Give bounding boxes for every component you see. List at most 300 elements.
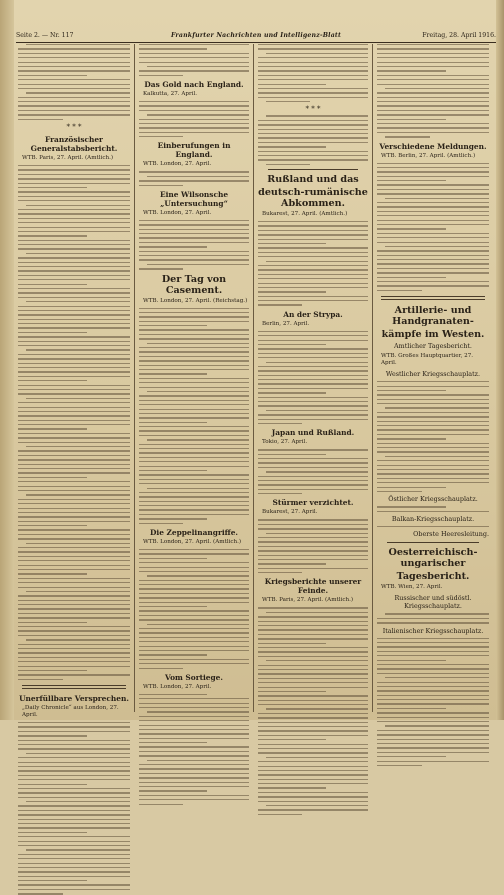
body-text-line — [18, 288, 130, 289]
body-text-line — [377, 734, 489, 735]
body-text-line — [377, 651, 489, 652]
dateline-zeppelin: WTB. London, 27. April. (Amtlich.) — [143, 538, 242, 545]
body-text-line — [18, 310, 130, 311]
subhead-balkan: Balkan-Kriegsschauplatz. — [391, 515, 475, 524]
body-text-line — [258, 563, 326, 564]
column-rule — [372, 44, 373, 712]
body-text-line — [139, 53, 249, 54]
body-text-line — [18, 836, 130, 837]
body-text-line — [139, 321, 249, 322]
body-text-line — [18, 79, 130, 80]
body-text-line — [18, 292, 130, 293]
body-text-line — [147, 760, 249, 761]
body-text-line — [26, 92, 130, 93]
body-text-line — [18, 257, 130, 258]
body-text-line — [377, 403, 489, 404]
body-text-line — [258, 88, 368, 89]
body-text-line — [258, 796, 368, 797]
body-text-line — [258, 616, 368, 617]
body-text-line — [18, 766, 130, 767]
body-text-line — [18, 608, 130, 609]
body-text-line — [258, 665, 368, 666]
body-text-line — [139, 755, 249, 756]
body-text-line — [258, 744, 368, 745]
body-text-line — [139, 387, 249, 388]
body-text-line — [377, 228, 446, 229]
body-text-line — [266, 660, 368, 661]
body-text-line — [258, 344, 326, 345]
body-text-line — [139, 720, 249, 721]
headline-france: Französischer Generalstabsbericht. — [30, 135, 118, 154]
body-text-line — [377, 255, 489, 256]
body-text-line — [139, 773, 249, 774]
body-text-line — [139, 334, 249, 335]
body-text-line — [139, 509, 249, 510]
body-text-line — [18, 652, 130, 653]
body-text-line — [18, 538, 130, 539]
body-text-line — [18, 270, 130, 271]
body-text-line — [377, 668, 489, 669]
body-text-line — [139, 224, 249, 225]
body-text-line — [18, 644, 130, 645]
body-text-line — [139, 725, 249, 726]
body-text-line — [258, 375, 368, 376]
body-text-line — [18, 805, 130, 806]
body-text-line — [139, 360, 249, 361]
body-text-line — [18, 893, 63, 894]
body-text-line — [258, 467, 368, 468]
body-text-line — [258, 700, 368, 701]
body-text-line — [26, 543, 130, 544]
body-text-line — [258, 809, 368, 810]
body-text-line — [139, 220, 249, 221]
dateline-misc: WTB. Berlin, 27. April. (Amtlich.) — [381, 152, 476, 159]
body-text-line — [258, 62, 368, 63]
body-text-line — [139, 795, 249, 796]
body-text-line — [266, 164, 310, 165]
body-text-line — [18, 832, 87, 833]
dateline-russia: Bukarest, 27. April. (Amtlich.) — [262, 211, 348, 218]
body-text-line — [139, 466, 249, 467]
body-text-line — [18, 726, 130, 727]
body-text-line — [258, 519, 368, 520]
body-text-line — [258, 691, 326, 692]
body-text-line — [377, 756, 446, 757]
body-text-line — [266, 805, 368, 806]
body-text-line — [139, 136, 183, 137]
body-text-line — [377, 127, 489, 128]
body-text-line — [18, 630, 130, 631]
dateline-cabinet: Bukarest, 27. April. — [262, 509, 318, 516]
subhead-russian-front: Russischer und südöstl. Kriegsschauplatz. — [394, 594, 472, 611]
body-text-line — [258, 230, 368, 231]
body-text-line — [377, 272, 489, 273]
body-text-line — [18, 858, 130, 859]
body-text-line — [258, 621, 368, 622]
body-text-line — [377, 70, 446, 71]
body-text-line — [258, 265, 368, 266]
body-text-line — [258, 647, 368, 648]
body-text-line — [18, 62, 130, 63]
body-text-line — [258, 735, 368, 736]
body-text-line — [139, 571, 249, 572]
body-text-line — [139, 659, 249, 660]
body-text-line — [18, 587, 130, 588]
body-text-line — [139, 610, 249, 611]
body-text-line — [258, 129, 368, 130]
body-text-line — [258, 770, 368, 771]
body-text-line — [258, 243, 326, 244]
body-text-line — [258, 274, 368, 275]
body-text-line — [18, 635, 130, 636]
body-text-line — [258, 449, 368, 450]
body-text-line — [377, 765, 422, 766]
body-text-line — [258, 423, 302, 424]
body-text-line — [258, 137, 368, 138]
body-text-line — [139, 329, 249, 330]
body-text-line — [258, 283, 368, 284]
body-text-line — [258, 766, 368, 767]
body-text-line — [18, 358, 130, 359]
body-text-line — [377, 438, 446, 439]
subhead-italy: Italienischer Kriegsschauplatz. — [382, 626, 484, 635]
body-text-line — [266, 471, 368, 472]
column-3 — [258, 44, 368, 712]
body-text-line — [377, 224, 489, 225]
body-text-line — [18, 512, 130, 513]
dateline-unrest: „Daily Chronicle“ aus London, 27. April. — [22, 705, 119, 719]
body-text-line — [377, 747, 489, 748]
body-text-line — [18, 556, 130, 557]
body-text-line — [139, 738, 249, 739]
body-text-line — [258, 287, 368, 288]
body-text-line — [266, 101, 310, 102]
body-text-line — [18, 472, 130, 473]
body-text-line — [18, 863, 130, 864]
body-text-line — [377, 381, 489, 382]
body-text-line — [377, 97, 489, 98]
headline-misc: Verschiedene Meldungen. — [379, 141, 487, 151]
body-text-line — [18, 792, 130, 793]
body-text-line — [139, 404, 249, 405]
body-text-line — [18, 648, 130, 649]
body-text-line — [139, 588, 249, 589]
body-text-line — [258, 524, 368, 525]
body-text-line — [139, 514, 249, 515]
body-text-line — [18, 231, 130, 232]
body-text-line — [18, 600, 130, 601]
body-text-line — [258, 774, 368, 775]
body-text-line — [258, 717, 368, 718]
body-text-line — [258, 682, 368, 683]
dateline-enemy: WTB. Paris, 27. April. (Amtlich.) — [262, 597, 354, 604]
body-text-line — [139, 382, 249, 383]
body-text-line — [18, 740, 130, 741]
body-text-line — [377, 259, 489, 260]
body-text-line — [377, 465, 489, 466]
divider — [387, 542, 479, 543]
body-text-line — [18, 88, 130, 89]
body-text-line — [139, 584, 249, 585]
body-text-line — [18, 871, 130, 872]
body-text-line — [377, 176, 489, 177]
body-text-line — [18, 84, 130, 85]
body-text-line — [258, 225, 368, 226]
body-text-line — [139, 110, 249, 111]
body-text-line — [258, 748, 368, 749]
body-text-line — [139, 308, 249, 309]
body-text-line — [139, 602, 249, 603]
body-text-line — [139, 523, 183, 524]
body-text-line — [258, 133, 368, 134]
body-text-line — [26, 253, 130, 254]
body-text-line — [258, 656, 368, 657]
body-text-line — [377, 281, 489, 282]
body-text-line — [18, 731, 130, 732]
body-text-line — [18, 380, 87, 381]
body-text-line — [18, 867, 130, 868]
body-text-line — [266, 261, 368, 262]
subhead-east: Östlicher Kriegsschauplatz. — [388, 495, 478, 504]
body-text-line — [139, 733, 249, 734]
body-text-line — [18, 775, 130, 776]
body-text-line — [258, 331, 368, 332]
body-text-line — [139, 452, 249, 453]
dateline-france: WTB. Paris, 27. April. (Amtlich.) — [22, 155, 114, 162]
body-text-line — [139, 369, 249, 370]
body-text-line — [139, 782, 249, 783]
body-text-line — [139, 505, 249, 506]
body-text-line — [377, 233, 489, 234]
body-text-line — [377, 412, 489, 413]
column-rule — [134, 44, 135, 712]
body-text-line — [258, 120, 368, 121]
body-text-line — [258, 638, 368, 639]
body-text-line — [258, 462, 368, 463]
body-text-line — [139, 123, 249, 124]
body-text-line — [139, 742, 207, 743]
body-text-line — [377, 699, 489, 700]
body-text-line — [139, 395, 249, 396]
body-text-line — [139, 615, 249, 616]
body-text-line — [18, 75, 87, 76]
body-text-line — [266, 757, 368, 758]
body-text-line — [18, 367, 130, 368]
body-text-line — [139, 356, 249, 357]
headline-zeppelin: Die Zeppelinangriffe. — [150, 527, 238, 537]
body-text-line — [377, 220, 489, 221]
subhead-west: Westlicher Kriegsschauplatz. — [385, 370, 481, 379]
body-text-line — [377, 721, 489, 722]
body-text-line — [139, 435, 249, 436]
body-text-line — [18, 757, 130, 758]
body-text-line — [377, 285, 489, 286]
body-text-line — [377, 451, 489, 452]
body-text-line — [139, 646, 249, 647]
body-text-line — [377, 394, 489, 395]
body-text-line — [18, 613, 130, 614]
body-text-line — [147, 575, 249, 576]
body-text-line — [139, 786, 249, 787]
body-text-line — [377, 682, 489, 683]
body-text-line — [18, 165, 130, 166]
body-text-line — [18, 762, 130, 763]
body-text-line — [377, 761, 489, 762]
body-text-line — [377, 399, 489, 400]
body-text-line — [258, 142, 368, 143]
body-text-line — [139, 567, 249, 568]
headline-japan: Japan und Rußland. — [271, 428, 355, 438]
body-text-line — [18, 442, 130, 443]
headline-austria-2: Tagesbericht. — [396, 571, 470, 583]
body-text-line — [18, 323, 130, 324]
dateline-casement: WTB. London, 27. April. (Reichstag.) — [143, 297, 248, 304]
body-text-line — [18, 196, 130, 197]
body-text-line — [139, 716, 249, 717]
body-text-line — [139, 768, 249, 769]
body-text-line — [139, 597, 249, 598]
body-text-line — [18, 880, 87, 881]
body-text-line — [258, 787, 326, 788]
signature-command: Oberste Heeresleitung. — [413, 530, 489, 539]
body-text-line — [377, 53, 489, 54]
body-text-line — [139, 703, 249, 704]
body-text-line — [18, 393, 130, 394]
body-text-line — [258, 643, 326, 644]
body-text-line — [258, 269, 368, 270]
body-text-line — [139, 606, 207, 607]
body-text-line — [377, 642, 489, 643]
body-text-line — [18, 582, 130, 583]
body-text-line — [18, 722, 130, 723]
body-text-line — [377, 211, 489, 212]
body-text-line — [139, 619, 249, 620]
body-text-line — [18, 227, 130, 228]
body-text-line — [147, 391, 249, 392]
body-text-line — [385, 198, 489, 199]
body-text-line — [385, 88, 489, 89]
body-text-line — [139, 430, 249, 431]
body-text-line — [258, 739, 326, 740]
body-text-line — [377, 425, 489, 426]
body-text-line — [377, 66, 489, 67]
column-2 — [139, 44, 249, 712]
body-text-line — [377, 167, 489, 168]
body-text-line — [18, 666, 130, 667]
body-text-line — [18, 428, 87, 429]
body-text-line — [139, 373, 207, 374]
body-text-line — [377, 752, 489, 753]
body-text-line — [18, 57, 130, 58]
dateline-wilson: WTB. London, 27. April. — [143, 209, 212, 216]
body-text-line — [258, 146, 326, 147]
body-text-line — [377, 469, 489, 470]
body-text-line — [258, 792, 368, 793]
body-text-line — [139, 746, 249, 747]
headline-strypa: An der Strypa. — [283, 309, 343, 319]
body-text-line — [18, 516, 130, 517]
body-text-line — [258, 801, 368, 802]
body-text-line — [377, 695, 489, 696]
body-text-line — [258, 155, 368, 156]
body-text-line — [377, 478, 489, 479]
body-text-line — [385, 613, 489, 614]
body-text-line — [258, 48, 368, 49]
body-text-line — [377, 114, 489, 115]
body-text-line — [18, 66, 130, 67]
body-text-line — [139, 237, 249, 238]
body-text-line — [139, 44, 249, 45]
body-text-line — [18, 48, 130, 49]
body-text-line — [258, 383, 368, 384]
body-text-line — [258, 419, 368, 420]
body-text-line — [377, 622, 489, 623]
body-text-line — [258, 629, 368, 630]
body-text-line — [377, 712, 489, 713]
body-text-line — [258, 713, 368, 714]
body-text-line — [377, 447, 489, 448]
body-text-line — [258, 704, 368, 705]
body-text-line — [18, 174, 130, 175]
body-text-line — [258, 537, 368, 538]
body-text-line — [18, 626, 130, 627]
body-text-line — [18, 222, 130, 223]
body-text-line — [377, 92, 489, 93]
body-text-line — [18, 617, 130, 618]
body-text-line — [18, 420, 130, 421]
body-text-line — [258, 278, 368, 279]
body-text-line — [258, 572, 302, 573]
body-text-line — [258, 151, 368, 152]
body-text-line — [139, 312, 249, 313]
body-text-line — [258, 651, 368, 652]
body-text-line — [139, 641, 249, 642]
section-stars: * * * — [305, 105, 321, 114]
body-text-line — [377, 193, 489, 194]
body-text-line — [18, 240, 130, 241]
body-text-line — [139, 668, 183, 669]
body-text-line — [147, 264, 249, 265]
body-text-line — [147, 343, 249, 344]
body-text-line — [139, 255, 249, 256]
body-text-line — [18, 521, 130, 522]
body-text-line — [139, 426, 249, 427]
body-text-line — [377, 482, 489, 483]
body-text-line — [139, 593, 249, 594]
body-text-line — [18, 670, 87, 671]
body-text-line — [258, 454, 326, 455]
body-text-line — [18, 437, 130, 438]
body-text-line — [147, 439, 249, 440]
body-text-line — [139, 259, 249, 260]
headline-gold: Das Gold nach England. — [144, 80, 244, 90]
body-text-line — [377, 101, 489, 102]
headline-wilson: Eine Wilsonsche „Untersuchung“ — [159, 189, 229, 208]
body-text-line — [377, 638, 489, 639]
issue-date: Freitag, 28. April 1916. — [422, 32, 496, 39]
body-text-line — [26, 849, 130, 850]
body-text-line — [377, 105, 489, 106]
body-text-line — [377, 189, 489, 190]
body-text-line — [18, 105, 130, 106]
body-text-line — [18, 534, 130, 535]
body-text-line — [377, 57, 489, 58]
body-text-line — [377, 206, 489, 207]
dateline-sortie: WTB. London, 27. April. — [143, 683, 212, 690]
body-text-line — [139, 654, 207, 655]
body-text-line — [18, 332, 87, 333]
body-text-line — [18, 433, 130, 434]
